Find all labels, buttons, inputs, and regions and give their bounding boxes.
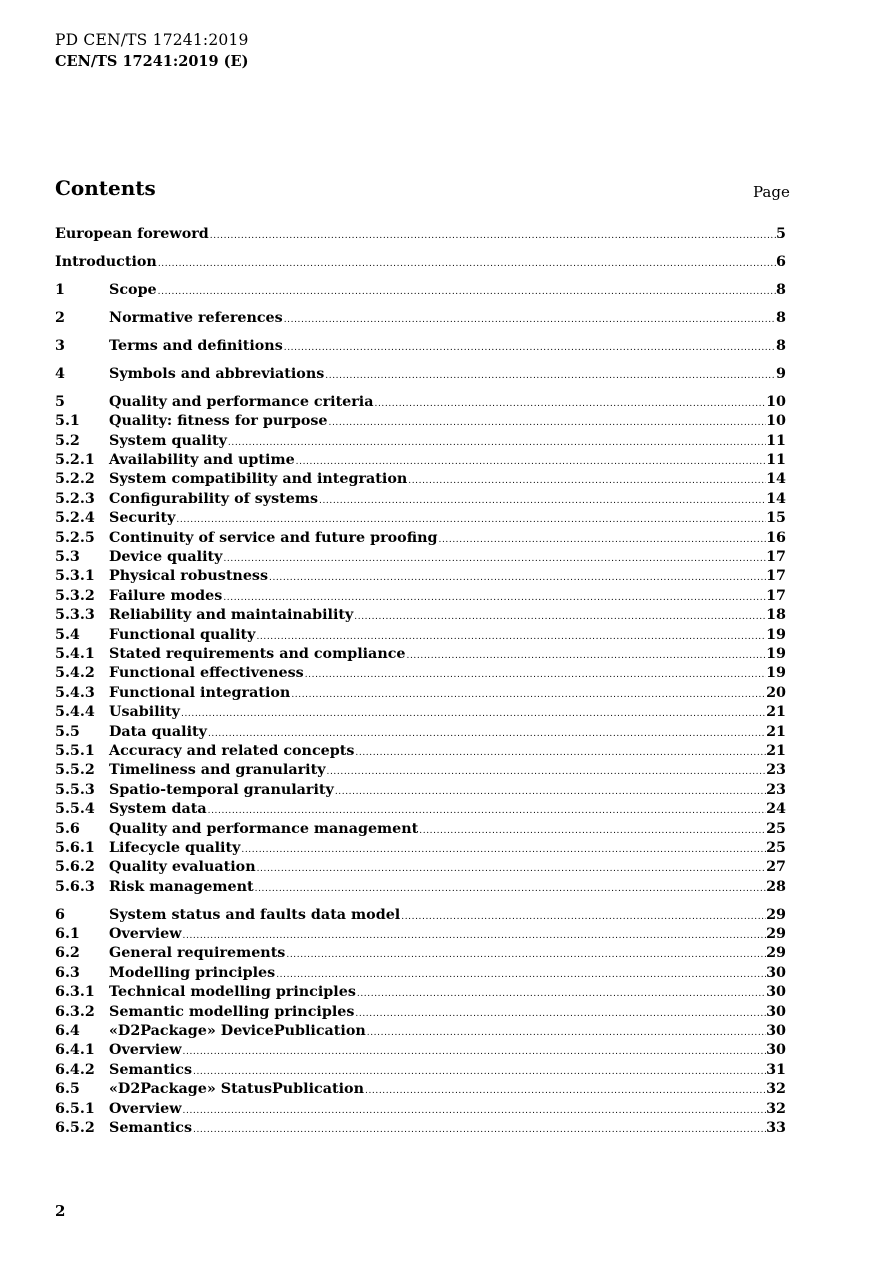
toc-entry-page: 19 xyxy=(766,645,786,662)
toc-entry[interactable] xyxy=(55,491,786,510)
toc-entry-number: 5.3.1 xyxy=(55,568,95,585)
toc-entry-page: 29 xyxy=(766,906,786,923)
toc-entry-page: 25 xyxy=(766,839,786,856)
toc-entry-page: 23 xyxy=(766,781,786,798)
toc-dot-leader xyxy=(353,613,766,622)
page-number: 2 xyxy=(55,1202,66,1220)
toc-entry-page: 30 xyxy=(766,984,786,1001)
toc-entry[interactable] xyxy=(55,549,786,568)
toc-dot-leader xyxy=(437,536,766,545)
toc-entry[interactable] xyxy=(55,254,786,273)
toc-dot-leader xyxy=(304,671,766,680)
toc-dot-leader xyxy=(406,652,767,661)
toc-entry-title: Overview xyxy=(109,1100,182,1117)
toc-entry-page: 14 xyxy=(766,471,786,488)
toc-dot-leader xyxy=(268,574,766,583)
toc-entry-number: 4 xyxy=(55,365,65,382)
toc-entry-title: Quality and performance management xyxy=(109,820,419,837)
toc-entry-title: Quality evaluation xyxy=(109,859,256,876)
toc-entry-title: System status and faults data model xyxy=(109,906,401,923)
toc-dot-leader xyxy=(157,288,776,297)
toc-entry-number: 5.3.2 xyxy=(55,587,95,604)
toc-entry-number: 6.3.1 xyxy=(55,984,95,1001)
toc-entry-page: 8 xyxy=(776,281,786,298)
toc-entry-number: 5.1 xyxy=(55,413,80,430)
toc-entry[interactable] xyxy=(55,452,786,471)
toc-entry[interactable] xyxy=(55,821,786,840)
toc-dot-leader xyxy=(407,477,766,486)
toc-entry-number: 6.5 xyxy=(55,1081,80,1098)
toc-dot-leader xyxy=(275,971,766,980)
toc-entry-number: 5.4.3 xyxy=(55,684,95,701)
toc-entry-page: 21 xyxy=(766,704,786,721)
toc-entry-title: Physical robustness xyxy=(109,568,269,585)
toc-entry-title: Terms and definitions xyxy=(109,337,283,354)
toc-entry-number: 5.2.1 xyxy=(55,452,95,469)
toc-entry-number: 5.5 xyxy=(55,723,80,740)
toc-entry-title: Reliability and maintainability xyxy=(109,607,354,624)
toc-entry-title: Risk management xyxy=(109,878,254,895)
toc-entry-title: Semantics xyxy=(109,1119,192,1136)
toc-entry-title: Lifecycle quality xyxy=(109,839,241,856)
toc-entry-title: Semantic modelling principles xyxy=(109,1003,355,1020)
toc-entry[interactable] xyxy=(55,1023,786,1042)
toc-entry-title: General requirements xyxy=(109,945,286,962)
toc-entry[interactable] xyxy=(55,413,786,432)
toc-entry[interactable] xyxy=(55,801,786,820)
toc-entry-page: 32 xyxy=(766,1100,786,1117)
toc-entry-number: 5.6.3 xyxy=(55,878,95,895)
toc-entry-page: 21 xyxy=(766,723,786,740)
toc-entry[interactable] xyxy=(55,685,786,704)
toc-entry-page: 11 xyxy=(766,452,786,469)
toc-entry[interactable] xyxy=(55,1062,786,1081)
toc-entry[interactable] xyxy=(55,965,786,984)
toc-entry-page: 14 xyxy=(766,490,786,507)
toc-entry-number: 6.4 xyxy=(55,1023,80,1039)
toc-entry-number: 6.3.2 xyxy=(55,1003,95,1020)
toc-dot-leader xyxy=(366,1029,766,1038)
toc-dot-leader xyxy=(290,691,766,700)
toc-entry-page: 8 xyxy=(776,309,786,326)
toc-dot-leader xyxy=(222,594,766,603)
toc-dot-leader xyxy=(374,400,767,409)
toc-entry-number: 5.4.4 xyxy=(55,704,95,721)
toc-dot-leader xyxy=(256,865,767,874)
toc-entry-page: 32 xyxy=(766,1081,786,1098)
toc-entry-number: 5.6.2 xyxy=(55,859,95,876)
toc-entry-page: 8 xyxy=(776,337,786,354)
toc-dot-leader xyxy=(209,232,776,241)
toc-entry-number: 6.5.2 xyxy=(55,1119,95,1136)
toc-entry-number: 5.2.2 xyxy=(55,471,95,488)
toc-entry-number: 6.3 xyxy=(55,964,80,981)
toc-entry-title: Quality: fitness for purpose xyxy=(109,413,328,430)
toc-entry-page: 16 xyxy=(766,529,786,546)
toc-entry-number: 1 xyxy=(55,281,65,298)
toc-entry-page: 21 xyxy=(766,742,786,759)
toc-entry-number: 5.5.3 xyxy=(55,781,95,798)
toc-entry-page: 20 xyxy=(766,684,786,701)
table-of-contents xyxy=(55,226,786,1139)
toc-dot-leader xyxy=(240,846,766,855)
toc-entry[interactable] xyxy=(55,782,786,801)
toc-entry-number: 6.4.1 xyxy=(55,1042,95,1059)
toc-entry-title: «D2Package» StatusPublication xyxy=(109,1081,364,1098)
toc-entry-title: Accuracy and related concepts xyxy=(109,742,355,759)
toc-dot-leader xyxy=(175,516,766,525)
toc-entry-number: 6.1 xyxy=(55,926,80,943)
toc-entry-page: 10 xyxy=(766,393,786,410)
toc-entry-title: Functional integration xyxy=(109,684,291,701)
toc-entry[interactable] xyxy=(55,338,786,357)
toc-dot-leader xyxy=(182,932,767,941)
toc-entry-page: 10 xyxy=(766,413,786,430)
toc-dot-leader xyxy=(182,1048,767,1057)
toc-dot-leader xyxy=(295,458,766,467)
toc-entry[interactable] xyxy=(55,1004,786,1023)
toc-entry-page: 33 xyxy=(766,1119,786,1136)
toc-entry-title: Normative references xyxy=(109,309,283,326)
toc-entry[interactable] xyxy=(55,394,786,413)
toc-dot-leader xyxy=(207,730,766,739)
toc-entry-number: 5.4.2 xyxy=(55,665,95,682)
toc-entry[interactable] xyxy=(55,840,786,859)
toc-entry-page: 11 xyxy=(766,432,786,449)
toc-dot-leader xyxy=(324,372,776,381)
toc-entry-title: Data quality xyxy=(109,723,207,740)
toc-entry[interactable] xyxy=(55,926,786,945)
toc-entry[interactable] xyxy=(55,510,786,529)
toc-dot-leader xyxy=(418,827,766,836)
toc-dot-leader xyxy=(182,1107,767,1116)
toc-dot-leader xyxy=(283,316,776,325)
toc-entry-title: Configurability of systems xyxy=(109,490,319,507)
toc-entry-page: 28 xyxy=(766,878,786,895)
toc-entry-title: European foreword xyxy=(55,226,209,242)
toc-entry-title: Functional quality xyxy=(109,626,256,643)
toc-entry-page: 29 xyxy=(766,926,786,943)
toc-entry[interactable] xyxy=(55,627,786,646)
toc-entry-title: «D2Package» DevicePublication xyxy=(109,1023,366,1039)
toc-entry-title: Quality and performance criteria xyxy=(109,393,374,410)
toc-dot-leader xyxy=(192,1126,766,1135)
toc-entry-title: Scope xyxy=(109,281,157,298)
toc-entry-number: 5 xyxy=(55,393,65,410)
toc-entry-number: 5.5.4 xyxy=(55,801,95,818)
toc-entry-number: 5.2.5 xyxy=(55,529,95,546)
toc-entry-page: 6 xyxy=(776,253,786,270)
toc-entry[interactable] xyxy=(55,665,786,684)
toc-entry-title: Technical modelling principles xyxy=(109,984,356,1001)
toc-entry-number: 5.3 xyxy=(55,549,80,566)
toc-entry-page: 17 xyxy=(766,549,786,566)
toc-entry-page: 19 xyxy=(766,626,786,643)
toc-entry-title: Modelling principles xyxy=(109,964,276,981)
toc-entry-title: Security xyxy=(109,510,176,527)
toc-entry-page: 30 xyxy=(766,964,786,981)
toc-entry-number: 5.6 xyxy=(55,820,80,837)
toc-entry-number: 2 xyxy=(55,309,65,326)
toc-entry-page: 19 xyxy=(766,665,786,682)
toc-entry-title: Timeliness and granularity xyxy=(109,762,326,779)
toc-entry-title: Failure modes xyxy=(109,587,223,604)
toc-entry-number: 6.4.2 xyxy=(55,1061,95,1078)
toc-entry-number: 5.5.2 xyxy=(55,762,95,779)
toc-entry[interactable] xyxy=(55,743,786,762)
toc-entry[interactable] xyxy=(55,646,786,665)
toc-entry[interactable] xyxy=(55,1101,786,1120)
toc-entry[interactable] xyxy=(55,762,786,781)
toc-entry[interactable] xyxy=(55,366,786,385)
toc-entry-number: 3 xyxy=(55,337,65,354)
header-document-id: PD CEN/TS 17241:2019 xyxy=(55,31,249,49)
toc-entry-page: 29 xyxy=(766,945,786,962)
toc-entry-title: Usability xyxy=(109,704,180,721)
toc-entry[interactable] xyxy=(55,226,786,245)
toc-entry-title: Symbols and abbreviations xyxy=(109,365,325,382)
toc-entry[interactable] xyxy=(55,907,786,926)
toc-entry-number: 5.2.4 xyxy=(55,510,95,527)
toc-dot-leader xyxy=(318,497,766,506)
toc-entry[interactable] xyxy=(55,530,786,549)
toc-entry-title: Spatio-temporal granularity xyxy=(109,781,334,798)
toc-entry-page: 18 xyxy=(766,607,786,624)
toc-entry-number: 5.6.1 xyxy=(55,839,95,856)
toc-entry-page: 17 xyxy=(766,587,786,604)
toc-entry-number: 5.4.1 xyxy=(55,645,95,662)
toc-entry-title: Device quality xyxy=(109,549,223,566)
toc-entry-number: 6.2 xyxy=(55,945,80,962)
toc-dot-leader xyxy=(334,788,766,797)
toc-entry-title: Overview xyxy=(109,1042,182,1059)
toc-dot-leader xyxy=(222,555,766,564)
toc-entry-title: Stated requirements and compliance xyxy=(109,645,406,662)
toc-entry[interactable] xyxy=(55,945,786,964)
header-document-id-english: CEN/TS 17241:2019 (E) xyxy=(55,53,249,70)
toc-dot-leader xyxy=(354,749,766,758)
toc-entry[interactable] xyxy=(55,433,786,452)
toc-dot-leader xyxy=(255,633,766,642)
toc-entry[interactable] xyxy=(55,879,786,898)
toc-entry[interactable] xyxy=(55,568,786,587)
toc-dot-leader xyxy=(207,807,766,816)
toc-entry-page: 24 xyxy=(766,801,786,818)
toc-entry[interactable] xyxy=(55,588,786,607)
toc-entry-page: 9 xyxy=(776,365,786,382)
toc-entry[interactable] xyxy=(55,1042,786,1061)
toc-entry-page: 15 xyxy=(766,510,786,527)
toc-dot-leader xyxy=(364,1087,766,1096)
page-title: Contents xyxy=(55,176,156,200)
toc-dot-leader xyxy=(283,344,776,353)
toc-entry-page: 25 xyxy=(766,820,786,837)
toc-dot-leader xyxy=(400,913,766,922)
toc-dot-leader xyxy=(157,260,776,269)
toc-entry-page: 5 xyxy=(776,226,786,242)
toc-entry[interactable] xyxy=(55,282,786,301)
toc-entry[interactable] xyxy=(55,859,786,878)
toc-entry[interactable] xyxy=(55,607,786,626)
toc-entry[interactable] xyxy=(55,724,786,743)
toc-dot-leader xyxy=(227,439,766,448)
toc-entry-page: 23 xyxy=(766,762,786,779)
toc-entry[interactable] xyxy=(55,704,786,723)
toc-entry-number: 6.5.1 xyxy=(55,1100,95,1117)
toc-entry-page: 27 xyxy=(766,859,786,876)
toc-dot-leader xyxy=(354,1010,766,1019)
toc-entry-title: Semantics xyxy=(109,1061,192,1078)
toc-entry-number: 5.2.3 xyxy=(55,490,95,507)
toc-entry-title: Functional effectiveness xyxy=(109,665,304,682)
toc-dot-leader xyxy=(356,990,766,999)
toc-entry-title: Availability and uptime xyxy=(109,452,295,469)
toc-entry-page: 30 xyxy=(766,1003,786,1020)
page-column-label: Page xyxy=(753,183,790,201)
toc-entry-page: 31 xyxy=(766,1061,786,1078)
toc-dot-leader xyxy=(285,951,766,960)
toc-entry-title: System compatibility and integration xyxy=(109,471,408,488)
toc-entry-number: 5.5.1 xyxy=(55,742,95,759)
toc-entry-page: 30 xyxy=(766,1023,786,1039)
toc-dot-leader xyxy=(180,710,766,719)
toc-entry-number: 5.2 xyxy=(55,432,80,449)
toc-entry-title: System quality xyxy=(109,432,227,449)
toc-entry-title: Continuity of service and future proofing xyxy=(109,529,438,546)
toc-dot-leader xyxy=(254,885,766,894)
toc-entry-page: 30 xyxy=(766,1042,786,1059)
toc-entry-page: 17 xyxy=(766,568,786,585)
toc-entry-number: 5.3.3 xyxy=(55,607,95,624)
toc-entry-title: Overview xyxy=(109,926,182,943)
toc-dot-leader xyxy=(328,419,767,428)
toc-dot-leader xyxy=(326,768,767,777)
toc-entry[interactable] xyxy=(55,310,786,329)
toc-entry[interactable] xyxy=(55,984,786,1003)
toc-entry-title: Introduction xyxy=(55,253,157,270)
toc-entry-number: 5.4 xyxy=(55,626,80,643)
toc-entry[interactable] xyxy=(55,471,786,490)
toc-entry[interactable] xyxy=(55,1120,786,1139)
toc-entry-number: 6 xyxy=(55,906,65,923)
toc-entry[interactable] xyxy=(55,1081,786,1100)
toc-dot-leader xyxy=(192,1068,766,1077)
toc-entry-title: System data xyxy=(109,801,207,818)
